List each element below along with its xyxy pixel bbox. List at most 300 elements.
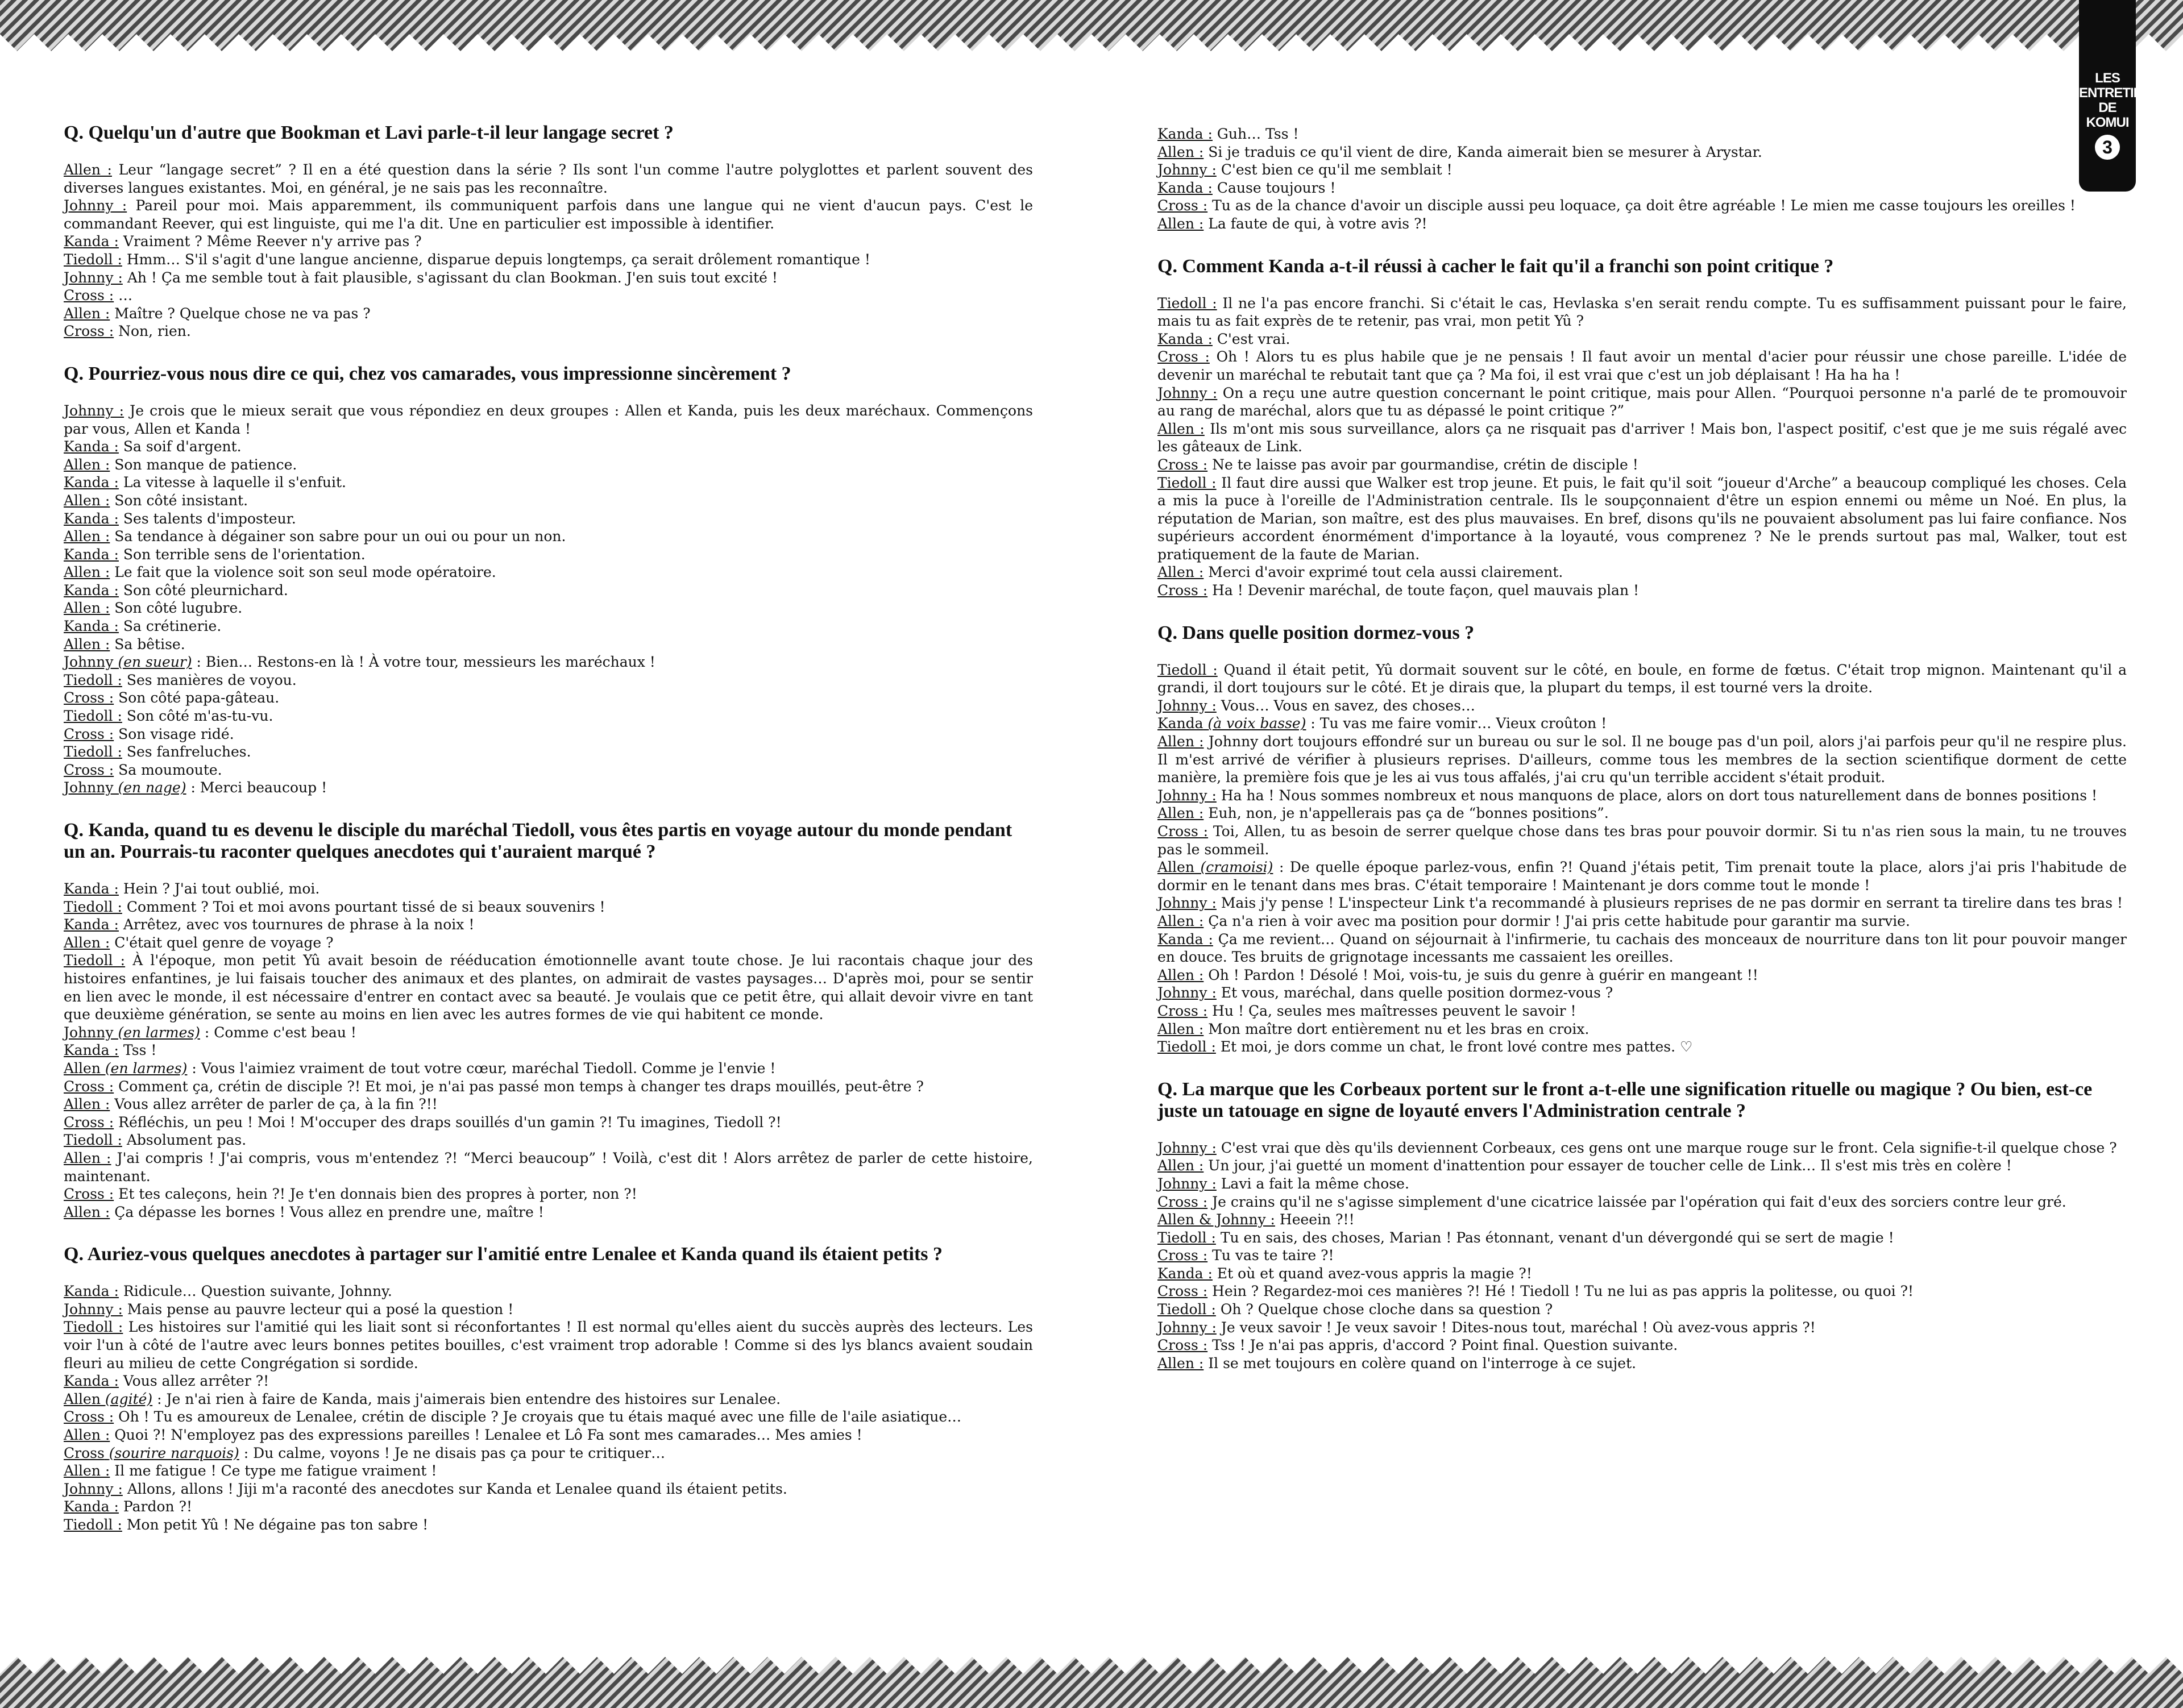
dialogue-line <box>1157 894 2127 912</box>
speaker-label <box>64 1078 114 1095</box>
speaker-label <box>1157 984 1217 1001</box>
dialogue-line <box>64 1480 1033 1498</box>
dialogue-text: Mon maître dort entièrement nu et les bras en croix. <box>1203 1020 1589 1037</box>
dialogue-text: Toi, Allen, tu as besoin de serrer quelque chose dans tes bras pour pouvoir dormir. Si tu n'as rien sous la main, tu ne trouves pas le sommeil. <box>1157 823 2127 858</box>
speaker-label <box>64 1373 119 1389</box>
speaker-label <box>64 1516 122 1533</box>
dialogue-text: Merci d'avoir exprimé tout cela aussi clairement. <box>1203 564 1563 581</box>
speaker-label <box>64 161 112 178</box>
speaker-label <box>64 582 119 599</box>
dialogue-line <box>1157 125 2127 143</box>
dialogue-line <box>1157 1211 2127 1229</box>
dialogue-text: Tss ! <box>118 1042 157 1059</box>
speaker-label <box>1157 421 1205 437</box>
speaker-label <box>64 1024 200 1041</box>
speaker-label <box>1157 1337 1207 1353</box>
speaker-name: Kanda : <box>64 1373 119 1390</box>
speaker-name: Cross : <box>64 725 114 742</box>
dialogue-text: C'était quel genre de voyage ? <box>110 934 334 951</box>
dialogue-text: La vitesse à laquelle il s'enfuit. <box>118 474 346 491</box>
speaker-name: Cross : <box>1157 1283 1208 1300</box>
speaker-label <box>64 1096 110 1112</box>
speaker-label <box>64 474 119 491</box>
dialogue-line <box>1157 215 2127 233</box>
dialogue-text: Euh, non, je n'appellerais pas ça de “bonnes positions”. <box>1203 805 1609 822</box>
speaker-name: Kanda : <box>64 581 119 599</box>
dialogue-line <box>64 322 1033 340</box>
dialogue-line <box>1157 348 2127 384</box>
dialogue-text: Mon petit Yû ! Ne dégaine pas ton sabre ! <box>122 1516 429 1533</box>
speaker-name: Tiedoll : <box>64 251 122 268</box>
dialogue-text: Son côté m'as-tu-vu. <box>122 708 273 725</box>
speaker-label <box>64 546 119 563</box>
speaker-name: Kanda : <box>64 546 119 563</box>
speaker-label <box>64 672 122 688</box>
dialogue-text: Et où et quand avez-vous appris la magie ?! <box>1212 1265 1532 1282</box>
speaker-label <box>1157 1283 1207 1299</box>
dialogue-text: Leur “langage secret” ? Il en a été question dans la série ? Ils sont l'un comme l'autre polyglottes et parlent souvent des diverses langues existantes. Moi, en général, je ne sais pas les reconnaître. <box>64 161 1033 196</box>
speaker-name: Kanda : <box>1157 930 1213 947</box>
dialogue-line <box>64 1185 1033 1203</box>
dialogue-text: Johnny dort toujours effondré sur un bureau ou sur le sol. Il ne bouge pas d'un poil, alors j'ai parfois peur qu'il ne respire plus. Il m'est arrivé de vérifier à plusieurs reprises. D'ailleurs, comme tous les membres de la section scientifique dorment de cette manière, la première fois que je les ai vus tous affalés, j'ai cru qu'un terrible accident s'était produit. <box>1157 733 2127 786</box>
speaker-name: Allen : <box>64 600 110 617</box>
speaker-label <box>64 233 119 250</box>
speaker-label <box>1157 348 1210 365</box>
dialogue-text: Non, rien. <box>114 323 191 340</box>
dialogue-line <box>1157 1246 2127 1265</box>
dialogue-text: Mais pense au pauvre lecteur qui a posé la question ! <box>122 1300 514 1318</box>
speaker-name: Johnny : <box>64 1300 123 1318</box>
speaker-name: Tiedoll : <box>64 1319 123 1336</box>
speaker-name: Allen : <box>64 635 110 653</box>
speaker-name: Allen : <box>1157 215 1204 232</box>
dialogue-text: Je veux savoir ! Je veux savoir ! Dites-nous tout, maréchal ! Où avez-vous appris ?! <box>1216 1319 1816 1336</box>
dialogue-line <box>64 1059 1033 1078</box>
zigzag-border-bottom <box>0 1654 2183 1708</box>
dialogue-line <box>64 1426 1033 1444</box>
speaker-label <box>64 654 192 670</box>
speaker-name: Johnny <box>64 1024 114 1041</box>
left-column <box>64 122 1033 1534</box>
dialogue-text: Pardon ?! <box>118 1498 193 1515</box>
speaker-label <box>1157 331 1213 347</box>
dialogue-text: Ça dépasse les bornes ! Vous allez en prendre une, maître ! <box>110 1203 544 1220</box>
speaker-label <box>64 1132 122 1148</box>
dialogue-text: : Merci beaucoup ! <box>186 779 327 796</box>
dialogue-line <box>64 725 1033 743</box>
speaker-label <box>64 1391 152 1407</box>
dialogue-text: Ne te laisse pas avoir par gourmandise, crétin de disciple ! <box>1207 456 1638 473</box>
dialogue-line <box>64 473 1033 492</box>
speaker-name: Allen : <box>64 492 110 509</box>
dialogue-line <box>1157 1265 2127 1283</box>
dialogue-line <box>1157 197 2127 215</box>
speaker-label <box>1157 161 1217 178</box>
dialogue-line <box>1157 384 2127 420</box>
dialogue-text: Ses fanfreluches. <box>122 743 251 761</box>
speaker-name: Tiedoll : <box>64 671 122 688</box>
dialogue-line <box>1157 1229 2127 1247</box>
dialogue-text: : Vous l'aimiez vraiment de tout votre cœur, maréchal Tiedoll. Comme je l'envie ! <box>187 1059 776 1077</box>
speaker-name: Tiedoll : <box>1157 474 1217 491</box>
dialogue-text: Le fait que la violence soit son seul mode opératoire. <box>110 564 496 581</box>
badge-line: DE <box>2098 100 2116 115</box>
dialogue-line <box>64 743 1033 761</box>
dialogue-text: Je crois que le mieux serait que vous répondiez en deux groupes : Allen et Kanda, puis les deux maréchaux. Commençons par vous, Allen et Kanda ! <box>64 402 1034 437</box>
speaker-name: Tiedoll : <box>1157 1301 1216 1318</box>
dialogue-line <box>1157 1139 2127 1157</box>
speaker-name: Kanda : <box>64 880 119 897</box>
question-heading: Q. Auriez-vous quelques anecdotes à partager sur l'amitié entre Lenalee et Kanda quand ils étaient petits ? <box>64 1244 943 1265</box>
speaker-name: Cross : <box>1157 1337 1208 1354</box>
speaker-manner: (en sueur) <box>118 654 192 671</box>
dialogue-text: On a reçu une autre question concernant le point critique, mais pour Allen. “Pourquoi personne n'a parlé de te promouvoir au rang de maréchal, alors que tu as dépassé le point critique ?” <box>1157 384 2127 419</box>
speaker-label <box>64 528 110 545</box>
dialogue-line <box>64 492 1033 510</box>
dialogue-line <box>1157 697 2127 715</box>
zigzag-border-top <box>0 0 2183 54</box>
dialogue-line <box>64 563 1033 581</box>
dialogue-line <box>64 1498 1033 1516</box>
dialogue-text: J'ai compris ! J'ai compris, vous m'entendez ?! “Merci beaucoup” ! Voilà, c'est dit ! Alors arrêtez de parler de cette histoire, maintenant. <box>64 1149 1033 1185</box>
speaker-name: Allen <box>64 1059 101 1077</box>
speaker-label <box>64 251 122 268</box>
speaker-label <box>64 934 110 951</box>
speaker-name: Tiedoll : <box>64 952 126 969</box>
speaker-label <box>64 1427 110 1443</box>
dialogue-text: Heeein ?!! <box>1275 1211 1355 1228</box>
dialogue-line <box>64 305 1033 323</box>
dialogue-line <box>64 251 1033 269</box>
dialogue-text: Hein ? J'ai tout oublié, moi. <box>118 880 320 897</box>
dialogue-line <box>1157 912 2127 930</box>
dialogue-line <box>1157 966 2127 984</box>
dialogue-line <box>1157 984 2127 1002</box>
dialogue-text: Il me fatigue ! Ce type me fatigue vraiment ! <box>110 1462 437 1480</box>
dialogue-line <box>1157 161 2127 179</box>
speaker-label <box>64 456 110 473</box>
speaker-label <box>1157 1265 1213 1282</box>
dialogue-line <box>64 934 1033 952</box>
speaker-label <box>64 726 114 742</box>
dialogue-text: Hein ? Regardez-moi ces manières ?! Hé ! Tiedoll ! Tu ne lui as pas appris la politesse, ou quoi ?! <box>1207 1283 1914 1300</box>
dialogue-line <box>64 269 1033 287</box>
dialogue-line <box>1157 1002 2127 1020</box>
speaker-name: Johnny : <box>64 402 124 419</box>
speaker-label <box>64 305 110 322</box>
speaker-label <box>1157 823 1208 840</box>
speaker-name: Kanda : <box>64 1042 119 1059</box>
speaker-label <box>1157 582 1207 599</box>
dialogue-text: Son côté insistant. <box>110 492 248 509</box>
speaker-label <box>64 1186 114 1202</box>
speaker-name: Allen : <box>64 564 110 581</box>
speaker-name: Kanda : <box>64 1283 119 1300</box>
dialogue-text: : De quelle époque parlez-vous, enfin ?! Quand j'étais petit, Tim prenait toute la place, alors j'ai pris l'habitude de dormir en le tenant dans mes bras. C'était temporaire ! Maintenant je dors comme tout le monde ! <box>1157 859 2127 894</box>
dialogue-line <box>64 1041 1033 1059</box>
dialogue-text: Lavi a fait la même chose. <box>1216 1175 1409 1192</box>
dialogue-line <box>64 635 1033 654</box>
speaker-label <box>1157 126 1213 142</box>
speaker-label <box>64 197 127 214</box>
speaker-name: Johnny : <box>64 1480 123 1497</box>
dialogue-text: Vraiment ? Même Reever n'y arrive pas ? <box>118 233 422 250</box>
dialogue-text: Ça n'a rien à voir avec ma position pour dormir ! J'ai pris cette habitude pour garantir ma survie. <box>1203 912 1910 929</box>
speaker-label <box>1157 295 1217 311</box>
speaker-name: Allen : <box>64 305 110 322</box>
speaker-name: Allen : <box>64 161 112 178</box>
speaker-name: Johnny : <box>1157 1139 1217 1156</box>
dialogue-line <box>64 197 1033 232</box>
dialogue-text: Hmm… S'il s'agit d'une langue ancienne, disparue depuis longtemps, ça serait drôlement romantique ! <box>122 251 870 268</box>
dialogue-text: Et vous, maréchal, dans quelle position dormez-vous ? <box>1216 984 1613 1001</box>
dialogue-line <box>64 1113 1033 1132</box>
speaker-label <box>64 1462 110 1479</box>
dialogue-text: : Comme c'est beau ! <box>200 1024 356 1041</box>
speaker-name: Kanda : <box>1157 179 1213 196</box>
speaker-label <box>1157 1003 1207 1019</box>
dialogue-text: Ça me revient… Quand on séjournait à l'infirmerie, tu cachais des monceaux de nourriture dans ton lit pour pouvoir manger en douce. Tes bruits de grignotage incessants me cassaient les oreilles. <box>1157 930 2127 966</box>
speaker-name: Kanda <box>1157 715 1203 732</box>
speaker-name: Kanda : <box>64 916 119 933</box>
speaker-manner: (à voix basse) <box>1207 715 1306 732</box>
speaker-label <box>64 600 110 616</box>
speaker-manner: (en larmes) <box>105 1059 188 1077</box>
speaker-name: Allen : <box>64 1462 110 1480</box>
dialogue-line <box>1157 1193 2127 1211</box>
speaker-label <box>1157 385 1217 401</box>
speaker-label <box>64 880 119 897</box>
speaker-name: Kanda : <box>1157 330 1213 347</box>
dialogue-line <box>64 880 1033 898</box>
speaker-name: Kanda : <box>1157 126 1213 142</box>
right-column <box>1157 125 2127 1372</box>
dialogue-line <box>64 1408 1033 1426</box>
dialogue-text: Absolument pas. <box>122 1132 247 1149</box>
dialogue-text: Sa soif d'argent. <box>118 438 242 455</box>
dialogue-text: Vous allez arrêter ?! <box>118 1373 269 1390</box>
speaker-name: Kanda : <box>64 618 119 635</box>
dialogue-text: C'est vrai que dès qu'ils deviennent Corbeaux, ces gens ont une marque rouge sur le front. Cela signifie-t-il quelque chose ? <box>1216 1139 2117 1156</box>
dialogue-line <box>1157 661 2127 697</box>
dialogue-text: Son terrible sens de l'orientation. <box>118 546 366 563</box>
speaker-label <box>1157 1021 1203 1037</box>
speaker-name: Allen <box>64 1390 101 1407</box>
speaker-name: Tiedoll : <box>64 898 122 915</box>
speaker-label <box>64 287 114 304</box>
dialogue-text: Son côté lugubre. <box>110 600 243 617</box>
dialogue-text: Quand il était petit, Yû dormait souvent sur le côté, en boule, en forme de fœtus. C'était trop mignon. Maintenant qu'il a grandi, il dort toujours sur le côté. Et je dirais que, la plupart du temps, il est tourné vers la droite. <box>1157 661 2127 696</box>
speaker-label <box>1157 1157 1203 1174</box>
speaker-label <box>1157 456 1207 473</box>
speaker-label <box>64 916 119 933</box>
speaker-label <box>1157 197 1207 214</box>
speaker-name: Johnny : <box>64 197 127 214</box>
speaker-manner: (sourire narquois) <box>109 1444 239 1461</box>
speaker-label <box>64 1445 239 1461</box>
speaker-manner: (en nage) <box>118 779 186 796</box>
speaker-name: Johnny : <box>1157 697 1217 714</box>
speaker-label <box>64 762 114 778</box>
question-heading: Q. Dans quelle position dormez-vous ? <box>1157 622 1475 643</box>
dialogue-line <box>64 286 1033 305</box>
dialogue-text: Sa bêtise. <box>110 635 185 653</box>
dialogue-line <box>64 438 1033 456</box>
dialogue-text: Il se met toujours en colère quand on l'interroge à ce sujet. <box>1203 1354 1637 1372</box>
dialogue-line <box>64 161 1033 197</box>
dialogue-text: Tss ! Je n'ai pas appris, d'accord ? Point final. Question suivante. <box>1207 1337 1678 1354</box>
dialogue-text: Oh ! Alors tu es plus habile que je ne pensais ! Il faut avoir un mental d'acier pour réussir une chose pareille. L'idée de devenir un maréchal te rebutait tant que ça ? Ma foi, il est vrai que c'est un job déplaisant ! Ha ha ha ! <box>1157 348 2127 383</box>
speaker-name: Tiedoll : <box>64 1516 122 1533</box>
speaker-name: Kanda : <box>64 233 119 250</box>
speaker-name: Tiedoll : <box>64 708 122 725</box>
badge-line: ENTRETIENS <box>2079 85 2160 101</box>
speaker-label <box>1157 1211 1275 1228</box>
dialogue-text: : Bien… Restons-en là ! À votre tour, messieurs les maréchaux ! <box>192 654 655 671</box>
dialogue-text: La faute de qui, à votre avis ?! <box>1203 215 1427 232</box>
speaker-name: Cross : <box>64 1113 114 1131</box>
dialogue-text: Maître ? Quelque chose ne va pas ? <box>110 305 371 322</box>
dialogue-text: Pareil pour moi. Mais apparemment, ils communiquent parfois dans une langue qui ne vient d'aucun pays. C'est le commandant Reever, qui est linguiste, qui me l'a dit. Une en particulier est impossible à identifier. <box>64 197 1033 232</box>
speaker-label <box>64 1283 119 1299</box>
dialogue-text: Les histoires sur l'amitié qui les liait sont si réconfortantes ! Il est normal qu'elles aient du succès auprès des lecteurs. Les voir l'un à côté de l'autre avec leurs bonnes petites bouilles, c'est vraiment trop adorable ! Comme si des lys blancs avaient soudain fleuri au milieu de cette Congrégation si sordide. <box>64 1319 1033 1372</box>
speaker-label <box>1157 931 1213 947</box>
speaker-label <box>1157 895 1217 911</box>
dialogue-text: Allons, allons ! Jiji m'a raconté des anecdotes sur Kanda et Lenalee quand ils étaient petits. <box>122 1480 787 1497</box>
speaker-name: Cross : <box>1157 1002 1208 1019</box>
dialogue-line <box>64 1516 1033 1534</box>
dialogue-line <box>1157 1300 2127 1319</box>
speaker-label <box>64 1481 123 1497</box>
dialogue-line <box>64 898 1033 916</box>
speaker-name: Allen : <box>64 1203 110 1220</box>
speaker-name: Allen : <box>1157 912 1204 929</box>
dialogue-line <box>1157 733 2127 787</box>
dialogue-text: Ridicule… Question suivante, Johnny. <box>118 1283 392 1300</box>
dialogue-text: Réfléchis, un peu ! Moi ! M'occuper des draps souillés d'un gamin ?! Tu imagines, Tiedoll ?! <box>114 1113 782 1131</box>
speaker-label <box>1157 1229 1216 1246</box>
speaker-name: Tiedoll : <box>1157 1038 1216 1055</box>
speaker-name: Johnny : <box>1157 161 1217 178</box>
speaker-label <box>64 510 119 527</box>
speaker-label <box>1157 144 1203 160</box>
speaker-name: Johnny : <box>1157 895 1217 912</box>
dialogue-line <box>1157 858 2127 894</box>
speaker-label <box>1157 475 1217 491</box>
speaker-label <box>1157 564 1203 580</box>
dialogue-line <box>64 779 1033 797</box>
dialogue-line <box>1157 581 2127 600</box>
dialogue-line <box>64 1149 1033 1185</box>
speaker-name: Cross : <box>1157 1193 1208 1210</box>
dialogue-text: Ses talents d'imposteur. <box>118 510 296 527</box>
speaker-label <box>64 1319 123 1335</box>
badge-line: LES <box>2095 70 2120 86</box>
dialogue-line <box>1157 787 2127 805</box>
dialogue-line <box>1157 420 2127 456</box>
speaker-name: Allen : <box>64 1096 110 1113</box>
speaker-label <box>64 899 122 915</box>
dialogue-line <box>64 671 1033 689</box>
dialogue-text: À l'époque, mon petit Yû avait besoin de rééducation émotionnelle avant toute chose. Je lui racontais chaque jour des histoires enfantines, je lui faisais toucher des animaux et des plantes, on admirait de vastes paysages… D'après moi, pour se sentir en lien avec le monde, il est nécessaire d'entrer en contact avec sa beauté. Je voulais que ce petit être, qui allait devoir vivre en tant que deuxième génération, se sente au moins en lien avec les autres formes de vie qui habitent ce monde. <box>64 952 1034 1023</box>
dialogue-line <box>64 1462 1033 1480</box>
speaker-name: Allen : <box>1157 1157 1204 1174</box>
speaker-label <box>64 618 119 634</box>
speaker-name: Allen : <box>1157 733 1204 750</box>
dialogue-line <box>1157 1354 2127 1373</box>
dialogue-line <box>1157 714 2127 733</box>
speaker-label <box>1157 1355 1203 1372</box>
question-heading: Q. Pourriez-vous nous dire ce qui, chez vos camarades, vous impressionne sincèrement ? <box>64 363 791 384</box>
dialogue-line <box>64 761 1033 779</box>
speaker-label <box>64 323 114 339</box>
dialogue-text: … <box>114 287 133 304</box>
dialogue-line <box>64 1390 1033 1408</box>
speaker-label <box>64 1498 119 1515</box>
dialogue-line <box>64 510 1033 528</box>
speaker-label <box>64 1204 110 1220</box>
dialogue-text: Ils m'ont mis sous surveillance, alors ça ne risquait pas d'arriver ! Mais bon, l'aspect positif, c'est que je me suis régalé avec les gâteaux de Link. <box>1157 420 2127 455</box>
dialogue-text: Vous… Vous en savez, des choses… <box>1216 697 1475 714</box>
speaker-name: Allen : <box>64 1427 110 1444</box>
dialogue-line <box>64 653 1033 671</box>
dialogue-text: Ah ! Ça me semble tout à fait plausible, s'agissant du clan Bookman. J'en suis tout excité ! <box>122 269 778 286</box>
dialogue-text: Son manque de patience. <box>110 456 297 473</box>
speaker-name: Tiedoll : <box>1157 1229 1216 1246</box>
dialogue-text: Oh ! Tu es amoureux de Lenalee, crétin de disciple ? Je croyais que tu étais maqué avec une fille de l'aile asiatique… <box>114 1408 962 1426</box>
speaker-name: Cross : <box>1157 823 1209 840</box>
dialogue-text: Si je traduis ce qu'il vient de dire, Kanda aimerait bien se mesurer à Arystar. <box>1203 143 1762 160</box>
dialogue-text: : Je n'ai rien à faire de Kanda, mais j'aimerais bien entendre des histoires sur Lenalee. <box>152 1390 781 1407</box>
speaker-name: Allen : <box>1157 143 1204 160</box>
speaker-name: Johnny : <box>1157 984 1217 1001</box>
dialogue-text: Tu en sais, des choses, Marian ! Pas étonnant, venant d'un dévergondé qui se sert de magie ! <box>1215 1229 1894 1246</box>
speaker-manner: (cramoisi) <box>1200 859 1273 876</box>
badge-title <box>2079 0 2160 130</box>
dialogue-text: Mais j'y pense ! L'inspecteur Link t'a recommandé à plusieurs reprises de ne pas dormir en serrant ta tirelire dans tes bras ! <box>1216 895 2123 912</box>
speaker-manner: (agité) <box>105 1390 153 1407</box>
speaker-name: Johnny : <box>64 269 123 286</box>
dialogue-line <box>1157 1038 2127 1056</box>
speaker-label <box>64 438 119 455</box>
dialogue-line <box>1157 1319 2127 1337</box>
dialogue-line <box>1157 822 2127 858</box>
dialogue-text: Et moi, je dors comme un chat, le front lové contre mes pattes. ♡ <box>1215 1038 1693 1055</box>
speaker-label <box>1157 967 1203 983</box>
speaker-label <box>1157 733 1204 750</box>
dialogue-text: Vous allez arrêter de parler de ça, à la fin ?!! <box>110 1096 438 1113</box>
speaker-label <box>1157 662 1218 678</box>
dialogue-line <box>64 232 1033 251</box>
speaker-name: Cross : <box>1157 582 1208 599</box>
dialogue-text: Je crains qu'il ne s'agisse simplement d'une cicatrice laissée par l'opération qui fait d'eux des sorciers contre leur gré. <box>1207 1193 2066 1210</box>
speaker-label <box>64 636 110 653</box>
dialogue-line <box>64 951 1033 1023</box>
speaker-name: Allen : <box>64 456 110 473</box>
dialogue-line <box>64 1095 1033 1113</box>
speaker-name: Cross : <box>1157 1247 1208 1264</box>
speaker-name: Tiedoll : <box>1157 661 1218 678</box>
speaker-name: Tiedoll : <box>64 743 122 761</box>
speaker-label <box>1157 215 1203 232</box>
speaker-name: Johnny <box>64 654 114 671</box>
speaker-name: Cross : <box>1157 348 1210 365</box>
speaker-label <box>1157 1319 1217 1336</box>
speaker-label <box>1157 913 1203 929</box>
badge-line: KOMUI <box>2086 115 2129 130</box>
speaker-name: Allen : <box>64 528 110 545</box>
speaker-label <box>64 952 125 969</box>
